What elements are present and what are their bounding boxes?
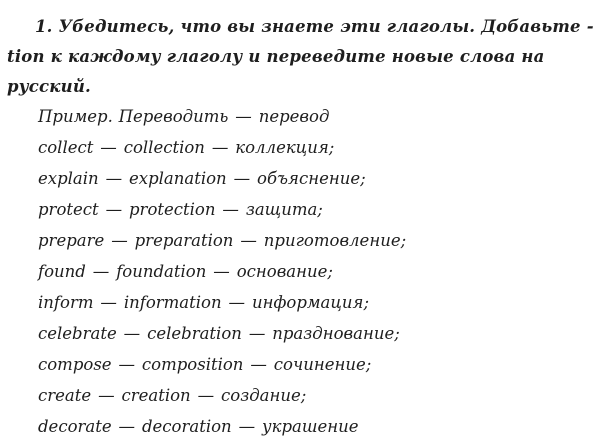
verb: celebrate — [38, 324, 117, 343]
dash-separator: — — [235, 107, 252, 126]
dash-separator: — — [197, 386, 215, 405]
dash-separator: — — [222, 200, 239, 219]
verb: found — [38, 262, 86, 281]
word-list-item — [38, 170, 598, 188]
noun: explanation — [129, 169, 227, 188]
instruction-text: Убедитесь, что вы знаете эти глаголы. Добавьте -tion к каждому глаголу и переведите новые слова на русский. — [7, 17, 594, 96]
noun: collection — [123, 138, 205, 157]
noun: foundation — [116, 262, 207, 281]
example-label: Пример. — [38, 107, 113, 126]
dash-separator: — — [92, 262, 110, 281]
dash-separator: — — [98, 386, 115, 405]
translation: защита; — [245, 200, 323, 219]
word-list-item — [38, 325, 598, 343]
translation: приготовление; — [263, 231, 407, 250]
verb: protect — [38, 200, 99, 219]
translation: коллекция; — [235, 138, 335, 157]
word-list-item — [38, 387, 598, 405]
dash-separator: — — [248, 324, 266, 343]
noun: composition — [141, 355, 244, 374]
noun: protection — [129, 200, 216, 219]
noun: decoration — [141, 417, 232, 436]
verb: compose — [38, 355, 112, 374]
example-line — [38, 108, 598, 126]
word-list-item — [38, 139, 598, 157]
noun: creation — [121, 386, 191, 405]
translation: основание; — [236, 262, 333, 281]
translation: информация; — [251, 293, 370, 312]
dash-separator: — — [233, 169, 251, 188]
exercise-number: 1. — [35, 17, 53, 36]
dash-separator: — — [105, 200, 123, 219]
dash-separator: — — [228, 293, 246, 312]
verb: collect — [38, 138, 94, 157]
verb: inform — [38, 293, 94, 312]
dash-separator: — — [211, 138, 229, 157]
verb: explain — [38, 169, 99, 188]
dash-separator: — — [250, 355, 267, 374]
dash-separator: — — [238, 417, 256, 436]
noun: celebration — [147, 324, 242, 343]
example-source-word: Переводить — [118, 107, 229, 126]
exercise-instruction — [7, 12, 598, 102]
translation: украшение — [262, 417, 359, 436]
dash-separator: — — [100, 138, 117, 157]
dash-separator: — — [118, 417, 136, 436]
word-list-item — [38, 232, 598, 250]
translation: празднование; — [272, 324, 400, 343]
dash-separator: — — [100, 293, 117, 312]
word-list-item — [38, 294, 598, 312]
word-list-item — [38, 201, 598, 219]
translation: создание; — [221, 386, 307, 405]
dash-separator: — — [105, 169, 123, 188]
dash-separator: — — [123, 324, 141, 343]
dash-separator: — — [118, 355, 135, 374]
word-list-item — [38, 356, 598, 374]
dash-separator: — — [111, 231, 128, 250]
example-result-word: перевод — [258, 107, 330, 126]
dash-separator: — — [240, 231, 257, 250]
verb: prepare — [38, 231, 105, 250]
noun: preparation — [134, 231, 234, 250]
noun: information — [123, 293, 222, 312]
verb: decorate — [38, 417, 112, 436]
translation: сочинение; — [273, 355, 372, 374]
word-list-item — [38, 263, 598, 281]
verb: create — [38, 386, 92, 405]
dash-separator: — — [213, 262, 230, 281]
translation: объяснение; — [257, 169, 366, 188]
